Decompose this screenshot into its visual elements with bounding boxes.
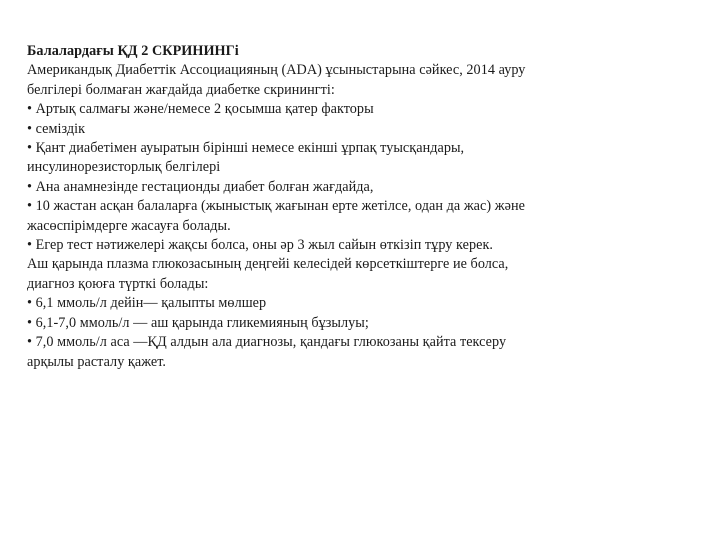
slide-title: Балалардағы ҚД 2 СКРИНИНГі [27, 43, 239, 59]
slide-text-body [27, 42, 687, 372]
body-line: диагноз қоюға түрткі болады: [27, 275, 209, 292]
body-line: Аш қарында плазма глюкозасының деңгейі келесідей көрсеткіштерге ие болса, [27, 256, 509, 273]
bullet-line: • 7,0 ммоль/л аса —ҚД алдын ала диагнозы, қандағы глюкозаны қайта тексеру [27, 334, 507, 351]
bullet-line: • 6,1 ммоль/л дейін— қалыпты мөлшер [27, 295, 267, 312]
bullet-line: • Ана анамнезінде гестационды диабет болған жағдайда, [27, 178, 374, 195]
bullet-line: • 10 жастан асқан балаларға (жыныстық жағынан ерте жетілсе, одан да жас) және [27, 198, 525, 215]
bullet-line: • 6,1-7,0 ммоль/л — аш қарында гликемияның бұзылуы; [27, 314, 369, 331]
bullet-line: • семіздік [27, 120, 86, 137]
bullet-line: • Егер тест нәтижелері жақсы болса, оны әр 3 жыл сайын өткізіп тұру керек. [27, 237, 493, 254]
body-line: жасөспірімдерге жасауға болады. [27, 217, 231, 234]
bullet-line: • Қант диабетімен ауыратын бірінші немесе екінші ұрпақ туысқандары, [27, 140, 465, 157]
body-line: инсулинорезисторлық белгілері [27, 159, 221, 176]
body-line: белгілері болмаған жағдайда диабетке скринингті: [27, 81, 335, 98]
body-line: Американдық Диабеттік Ассоциацияның (ADA) ұсыныстарына сәйкес, 2014 ауру [27, 62, 526, 79]
bullet-line: • Артық салмағы және/немесе 2 қосымша қатер факторы [27, 101, 374, 118]
body-line: арқылы расталу қажет. [27, 353, 167, 370]
